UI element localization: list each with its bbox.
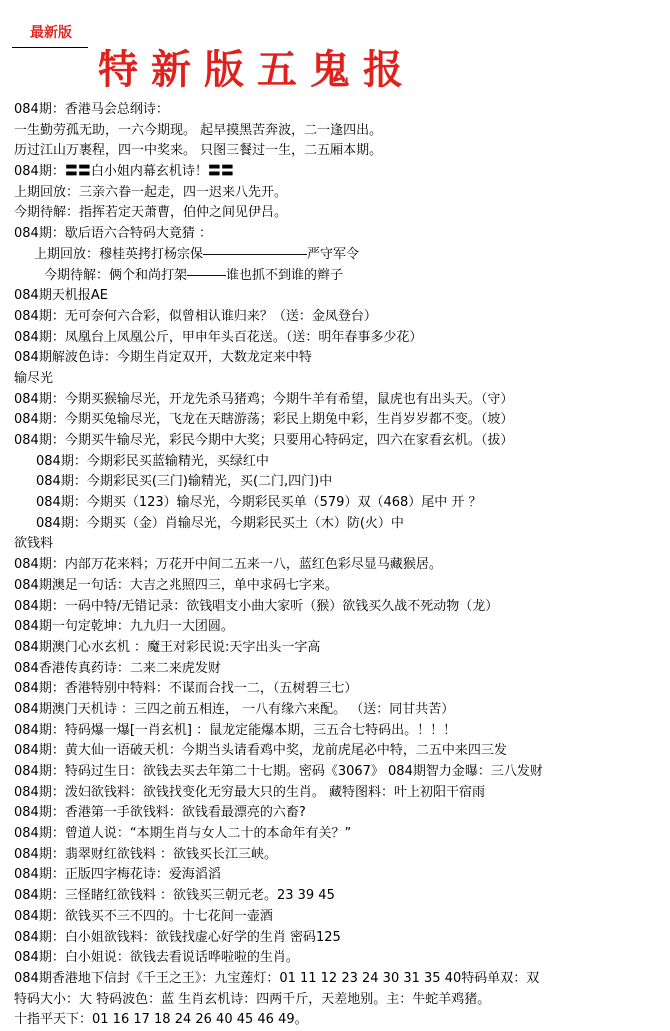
text-line: 084期：三怪睹红欲钱料 ：欲钱买三朝元老。23 39 45: [14, 888, 335, 904]
text-line: 084期天机报AE: [14, 288, 108, 304]
text-line: 084期：今期彩民买(三门)输精光，买(二门,四门)中: [36, 474, 333, 490]
text-line: 084期：内部万花来料；万花开中间二五来一八，蓝红色彩尽显马藏猴居。: [14, 557, 442, 573]
text-line: 084期：白小姐说：欲钱去看说话哗啦啦的生肖。: [14, 950, 299, 966]
text-line: 084期：白小姐欲钱料：欲钱找虚心好学的生肖 密码125: [14, 929, 341, 945]
text-line: 十指平天下：01 16 17 18 24 26 40 45 46 49。: [14, 1012, 308, 1028]
text-line: 084期：今期买（123）输尽光，今期彩民买单（579）双（468）尾中 开 ？: [36, 495, 482, 511]
text-line: 084期：特码爆一爆[一肖玄机] ：鼠龙定能爆本期，三五合七特码出。！！！: [14, 722, 457, 738]
text-line: 084期一句定乾坤：九九归一大团圆。: [14, 619, 234, 635]
text-line: 084期澳门天机诗 ：三四之前五相连， 一八有缘六来配。 （送：同甘共苦）: [14, 701, 455, 717]
text-line: 084期香港地下信封《千王之王》：九宝莲灯：01 11 12 23 24 30 31 35 40特码单双：双: [14, 970, 540, 986]
text-line: 084期：今期买（金）肖输尽光，今期彩民买土（木）防(火）中: [36, 515, 404, 531]
text-line: 上期回放：穆桂英拷打杨宗保――――――――严守军令: [34, 246, 360, 262]
text-line: 084期解波色诗：今期生肖定双开，大数龙定来中特: [14, 350, 312, 366]
text-line: 084期：香港马会总纲诗：: [14, 102, 169, 117]
text-line: 084期：泼妇欲钱料：欲钱找变化无穷最大只的生肖。 藏特图料：叶上初阳干宿雨: [14, 784, 485, 800]
text-line: 084期：今期彩民买蓝输精光，买绿红中: [36, 453, 269, 469]
page-title: 特新版五鬼报: [98, 46, 416, 93]
content-body: [14, 100, 664, 1031]
text-line: 输尽光: [14, 370, 54, 386]
text-line: 084期：欲钱买不三不四的。十七花间一壶酒: [14, 908, 273, 924]
text-line: 084期：〓〓白小姐内幕玄机诗！〓〓: [14, 164, 234, 180]
text-line: 084期：一码中特/无错记录：欲钱唱支小曲大家听（猴）欲钱买久战不死动物（龙）: [14, 598, 499, 614]
text-line: 084期：特码过生日：欲钱去买去年第二十七期。密码《3067》 084期智力金曝：三八发财: [14, 764, 543, 779]
text-line: 特码大小：大 特码波色：蓝 生肖玄机诗：四两千斤，天差地别。主：牛蛇羊鸡猪。: [14, 991, 491, 1007]
text-line: 欲钱料: [14, 536, 54, 552]
text-line: 084期：正版四字梅花诗：爱海滔滔: [14, 867, 221, 883]
text-line: 084期：凤凰台上凤凰公斤，甲申年头百花送。（送：明年春事多少花）: [14, 329, 423, 345]
text-line: 084期：黄大仙一语破天机：今期当头请看鸡中奖，龙前虎尾必中特，二五中来四三发: [14, 743, 507, 759]
text-line: 084期：今期买牛输尽光，彩民今期中大奖；只要用心特码定，四六在家看玄机。（拔）: [14, 433, 514, 448]
latest-edition-badge: 最新版: [30, 25, 72, 41]
badge-underline: [12, 47, 88, 48]
text-line: 084期：香港特别中特料：不谋而合找一二，（五树碧三七）: [14, 681, 358, 697]
text-line: 上期回放：三亲六眷一起走，四一迟来八先开。: [14, 184, 288, 200]
text-line: 084期：香港第一手欲钱料：欲钱看最漂亮的六畜?: [14, 805, 306, 821]
text-line: 084期：曾道人说：“本期生肖与女人二十的本命年有关？”: [14, 826, 352, 842]
text-line: 今期待解：指挥若定天萧曹，伯仲之间见伊吕。: [14, 205, 288, 221]
text-line: 一生勤劳孤无助，一六今期现。 起早摸黑苦奔波，二一逢四出。: [14, 122, 383, 138]
text-line: 084期澳足一句话：大吉之兆照四三，单中求码七字来。: [14, 577, 338, 593]
text-line: 084期澳门心水玄机 ：魔王对彩民说:天字出头一字高: [14, 639, 321, 655]
text-line: 084期：歇后语六合特码大竟猜 ：: [14, 226, 212, 242]
text-line: 084期：无可奈何六合彩，似曾相认谁归来？（送：金凤登台）: [14, 308, 377, 324]
text-line: 084期：翡翠财红欲钱料 ：欲钱买长江三峡。: [14, 846, 277, 862]
text-line: 今期待解：俩个和尚打架―――谁也抓不到谁的辫子: [44, 267, 344, 283]
text-line: 历过江山万裹程，四一中奖来。 只图三餐过一生，二五厢本期。: [14, 143, 383, 159]
text-line: 084期：今期买兔输尽光，飞龙在天瞎游荡；彩民上期兔中彩，生肖岁岁都不变。（坡）: [14, 412, 514, 428]
text-line: 084香港传真药诗：二来二来虎发财: [14, 660, 221, 676]
text-line: 084期：今期买猴输尽光，开龙先杀马猪鸡；今期牛羊有希望，鼠虎也有出头天。（守）: [14, 391, 514, 407]
